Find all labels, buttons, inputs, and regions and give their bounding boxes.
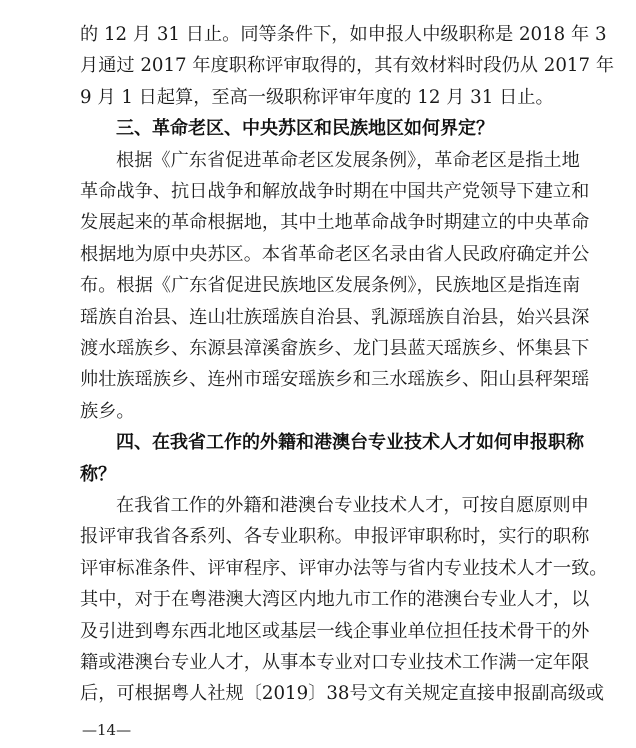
- text-line: 及引进到粤东西北地区或基层一线企事业单位担任技术骨干的外: [80, 620, 590, 642]
- text-line: 其中，对于在粤港澳大湾区内地九市工作的港澳台专业人才，以: [80, 589, 590, 611]
- text-line: 革命战争、抗日战争和解放战争时期在中国共产党领导下建立和: [80, 181, 590, 202]
- text-line: 族乡。: [80, 400, 135, 422]
- text-line: 报评审我省各系列、各专业职称。申报评审职称时，实行的职称: [80, 526, 590, 548]
- text-line: 发展起来的革命根据地，其中土地革命战争时期建立的中央革命: [80, 212, 590, 234]
- text-line: 瑶族自治县、连山壮族瑶族自治县、乳源瑶族自治县，始兴县深: [80, 306, 590, 328]
- text-line: 评审标准条件、评审程序、评审办法等与省内专业技术人才一致。: [80, 557, 608, 579]
- text-line: 根据《广东省促进革命老区发展条例》，革命老区是指土地: [116, 149, 580, 171]
- text-line: 籍或港澳台专业人才，从事本专业对口专业技术工作满一定年限: [80, 652, 590, 673]
- text-line: 的 12 月 31 日止。同等条件下，如申报人中级职称是 2018 年 3: [80, 24, 607, 45]
- section-heading-4: 四、在我省工作的外籍和港澳台专业技术人才如何申报职称: [116, 432, 584, 454]
- text-line: 渡水瑶族乡、东源县漳溪畲族乡、龙门县蓝天瑶族乡、怀集县下: [80, 338, 590, 359]
- page-number: —14—: [82, 721, 132, 739]
- section-heading-3: 三、革命老区、中央苏区和民族地区如何界定？: [116, 118, 494, 140]
- text-line: 根据地为原中央苏区。本省革命老区名录由省人民政府确定并公: [80, 243, 590, 265]
- text-line: 在我省工作的外籍和港澳台专业技术人才，可按自愿原则申: [116, 495, 589, 516]
- text-line: 布。根据《广东省促进民族地区发展条例》，民族地区是指连南: [80, 275, 581, 297]
- text-line: 帅壮族瑶族乡、连州市瑶安瑶族乡和三水瑶族乡、阳山县秤架瑶: [80, 369, 590, 391]
- section-heading-4-cont: 称？: [80, 463, 116, 485]
- text-line: 后，可根据粤人社规〔2019〕38号文有关规定直接申报副高级或: [80, 683, 605, 705]
- text-line: 9 月 1 日起算，至高一级职称评审年度的 12 月 31 日止。: [80, 86, 554, 108]
- text-line: 月通过 2017 年度职称评审取得的，其有效材料时段仍从 2017 年: [80, 55, 615, 77]
